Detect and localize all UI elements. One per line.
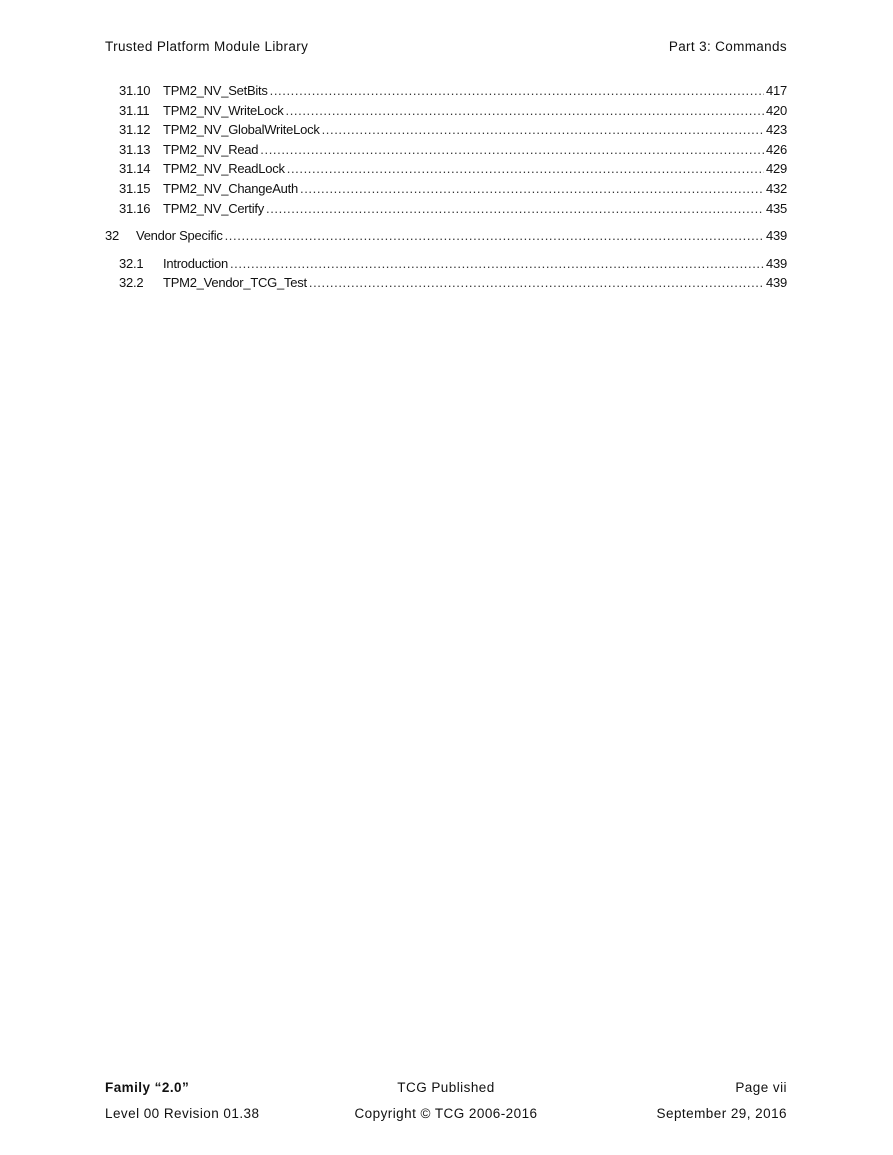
toc-entry-title: TPM2_Vendor_TCG_Test xyxy=(163,275,307,291)
toc-entry-page: 429 xyxy=(766,161,787,177)
toc-entry-number: 31.15 xyxy=(119,180,151,196)
toc-entry-number: 32.2 xyxy=(119,275,144,291)
toc-entry[interactable] xyxy=(105,122,787,142)
footer-row-top xyxy=(105,1080,787,1106)
toc-entry[interactable] xyxy=(105,256,787,276)
toc-entry[interactable] xyxy=(105,83,787,103)
toc-entry-title: TPM2_NV_Certify xyxy=(163,200,264,216)
toc-entry-title: TPM2_NV_GlobalWriteLock xyxy=(163,122,320,138)
toc-entry-page: 439 xyxy=(766,228,787,244)
footer-row-bottom xyxy=(105,1106,787,1132)
document-title: Trusted Platform Module Library xyxy=(105,39,309,54)
toc-entry-page: 420 xyxy=(766,102,787,118)
footer-family: Family “2.0” xyxy=(105,1080,190,1095)
toc-entry-title: TPM2_NV_ChangeAuth xyxy=(163,180,298,196)
toc-leader-dots xyxy=(270,83,764,98)
toc-entry-number: 32.1 xyxy=(119,255,144,271)
toc-leader-dots xyxy=(286,103,765,118)
toc-entry-page: 435 xyxy=(766,200,787,216)
page-footer xyxy=(105,1080,787,1132)
toc-entry-page: 417 xyxy=(766,83,787,98)
toc-entry-title: TPM2_NV_ReadLock xyxy=(163,161,285,177)
toc-chapter-entry[interactable] xyxy=(105,228,787,248)
toc-leader-dots xyxy=(287,161,764,176)
toc-entry-page: 439 xyxy=(766,255,787,271)
toc-leader-dots xyxy=(260,142,764,157)
footer-copyright: Copyright © TCG 2006-2016 xyxy=(354,1106,538,1121)
toc-leader-dots xyxy=(225,228,764,243)
toc-entry-number: 31.10 xyxy=(119,83,151,98)
toc-entry-title: Introduction xyxy=(163,255,228,271)
page-header xyxy=(105,39,787,57)
toc-entry-number: 32 xyxy=(105,228,119,244)
table-of-contents xyxy=(105,83,787,295)
toc-entry-page: 439 xyxy=(766,275,787,291)
toc-entry-page: 426 xyxy=(766,141,787,157)
footer-revision: Level 00 Revision 01.38 xyxy=(105,1106,260,1121)
toc-entry-number: 31.14 xyxy=(119,161,151,177)
toc-entry-number: 31.11 xyxy=(119,102,150,118)
toc-leader-dots xyxy=(266,201,764,216)
toc-entry-title: TPM2_NV_WriteLock xyxy=(163,102,284,118)
footer-page-number: Page vii xyxy=(735,1080,787,1095)
toc-entry[interactable] xyxy=(105,103,787,123)
toc-leader-dots xyxy=(309,275,764,290)
footer-date: September 29, 2016 xyxy=(656,1106,787,1121)
toc-leader-dots xyxy=(322,122,764,137)
toc-entry-title: Vendor Specific xyxy=(136,228,223,244)
toc-entry-number: 31.13 xyxy=(119,141,151,157)
toc-entry-title: TPM2_NV_Read xyxy=(163,141,259,157)
footer-status: TCG Published xyxy=(397,1080,495,1095)
toc-entry-page: 423 xyxy=(766,122,787,138)
document-part: Part 3: Commands xyxy=(668,39,787,54)
toc-entry[interactable] xyxy=(105,142,787,162)
toc-entry-number: 31.12 xyxy=(119,122,151,138)
toc-entry-number: 31.16 xyxy=(119,200,151,216)
toc-entry[interactable] xyxy=(105,201,787,221)
toc-entry[interactable] xyxy=(105,275,787,295)
toc-entry[interactable] xyxy=(105,161,787,181)
toc-leader-dots xyxy=(300,181,764,196)
toc-entry[interactable] xyxy=(105,181,787,201)
toc-leader-dots xyxy=(230,256,764,271)
toc-entry-title: TPM2_NV_SetBits xyxy=(163,83,268,98)
toc-entry-page: 432 xyxy=(766,180,787,196)
